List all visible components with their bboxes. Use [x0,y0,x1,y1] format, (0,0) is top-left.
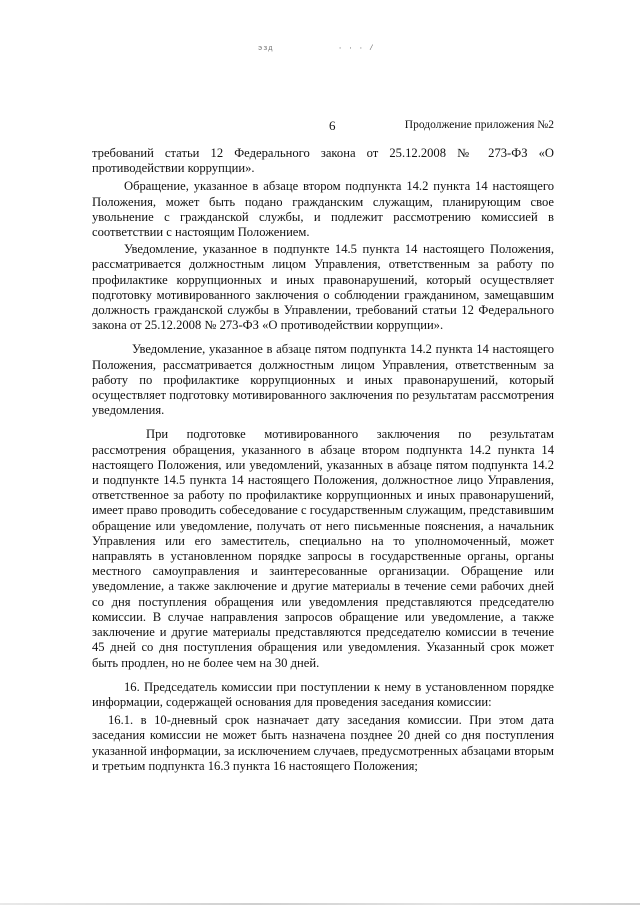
scan-artifact-right: · · · / [338,45,375,53]
appendix-continuation-note: Продолжение приложения №2 [404,119,554,131]
paragraph-preparation-procedure: При подготовке мотивированного заключения по результатам рассмотрения обращения, указанного в абзаце втором подпункта 14.2 пункта 14 настоящего Положения, или уведомлений, указанных в абзаце пятом подпункта 14.2 и подпункте 14.5 пункта 14 настоящего Положения, должностное лицо Управления, ответственное за работу по профилактике коррупционных и иных правонарушений, имеет право проводить собеседование с государственным служащим, представившим обращение или уведомление, получать от него письменные пояснения, а начальник Управления или его заместитель, специально на то уполномоченный, может направлять в установленном порядке запросы в государственные органы, органы местного самоуправления и заинтересованные организации. Обращение или уведомление, а также заключение и другие материалы в течение семи рабочих дней со дня поступления обращения или уведомления представляются председателю комиссии. В случае направления запросов обращение или уведомление, а также заключение и другие материалы представляются председателю комиссии в течение 45 дней со дня поступления обращения или уведомления. Указанный срок может быть продлен, но не более чем на 30 дней. [92,427,554,670]
paragraph-item-16-1: 16.1. в 10-дневный срок назначает дату заседания комиссии. При этом дата заседания комиссии не может быть назначена позднее 20 дней со дня поступления указанной информации, за исключением случаев, предусмотренных абзацами вторым и третьим подпункта 16.3 пункта 16 настоящего Положения; [92,713,555,773]
page-number: 6 [329,118,336,133]
page-header [0,118,640,134]
paragraph-request-filing: Обращение, указанное в абзаце втором подпункта 14.2 пункта 14 настоящего Положения, может быть подано гражданским служащим, планирующим свое увольнение с гражданской службы, и подлежит рассмотрению комиссией в соответствии с настоящим Положением. [92,179,554,240]
scan-artifact-left: эзд [258,45,274,53]
document-body [92,146,554,774]
paragraph-notice-14-5: Уведомление, указанное в подпункте 14.5 пункта 14 настоящего Положения, рассматривается должностным лицом Управления, ответственным за работу по профилактике коррупционных и иных правонарушений, который осуществляет подготовку мотивированного заключения о соблюдении гражданином, замещавшим должность гражданской службы в Управлении, требований статьи 12 Федерального закона от 25.12.2008 № 273-ФЗ «О противодействии коррупции». [92,242,554,333]
paragraph-continuation: требований статьи 12 Федерального закона от 25.12.2008 № 273-ФЗ «О противодействии коррупции». [92,146,554,176]
paragraph-item-16: 16. Председатель комиссии при поступлении к нему в установленном порядке информации, содержащей основания для проведения заседания комиссии: [92,679,554,709]
paragraph-notice-14-2: Уведомление, указанное в абзаце пятом подпункта 14.2 пункта 14 настоящего Положения, рассматривается должностным лицом Управления, ответственным за работу по профилактике коррупционных и иных правонарушений, который осуществляет подготовку мотивированного заключения по результатам рассмотрения уведомления. [92,342,554,418]
